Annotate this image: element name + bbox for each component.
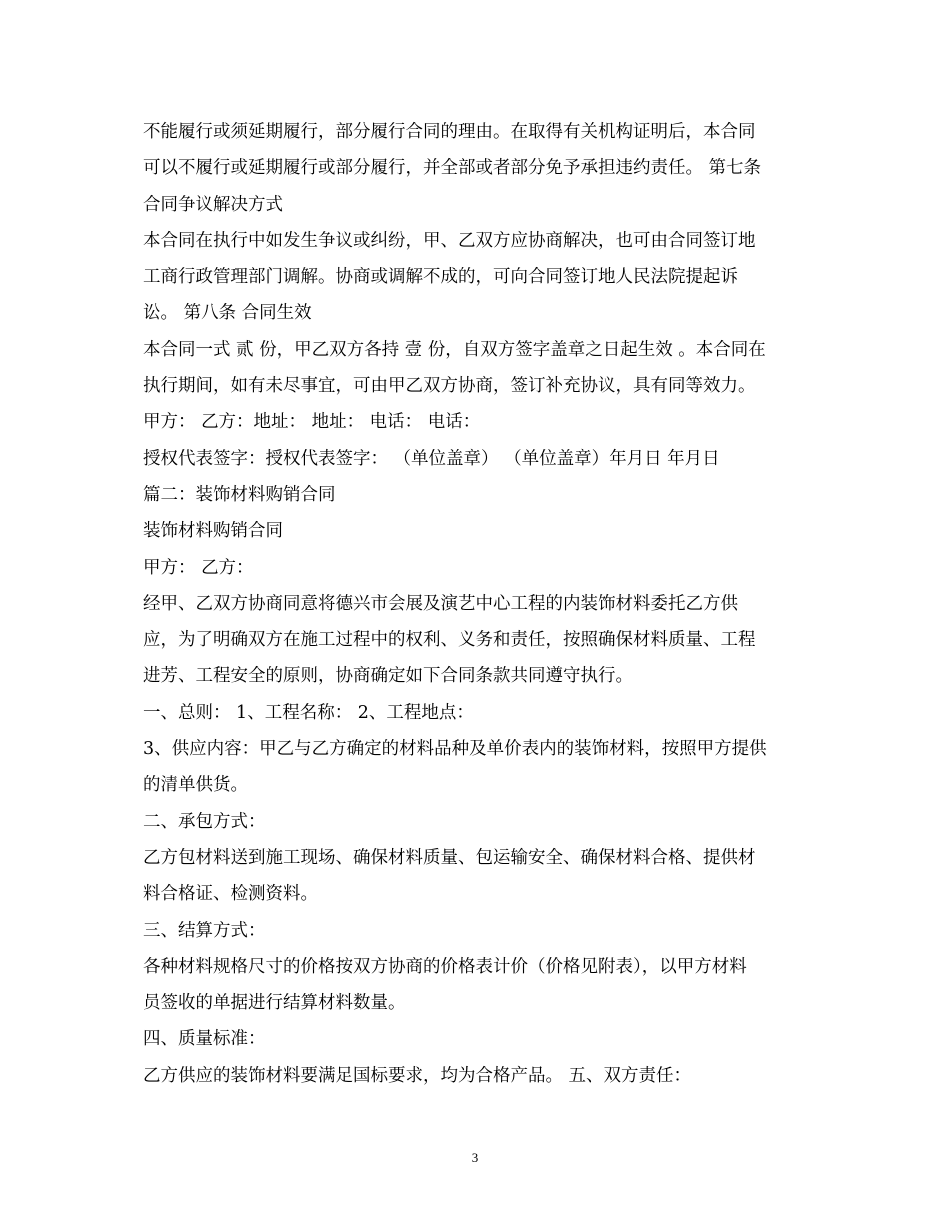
text-line: 经甲、乙双方协商同意将德兴市会展及演艺中心工程的内装饰材料委托乙方供 — [143, 593, 738, 614]
text-line: 甲方： 乙方：地址： 地址： 电话： 电话： — [143, 412, 481, 433]
text-line: 各种材料规格尺寸的价格按双方协商的价格表计价（价格见附表），以甲方材料 — [143, 956, 747, 977]
page-number: 3 — [471, 1150, 479, 1165]
text-line: 料合格证、检测资料。 — [143, 884, 318, 905]
text-line: 不能履行或须延期履行，部分履行合同的理由。在取得有关机构证明后，本合同 — [143, 122, 756, 142]
section-heading: 二、承包方式： — [143, 811, 266, 832]
text-line: 一、总则： 1、工程名称： 2、工程地点： — [143, 702, 474, 723]
text-line: 工商行政管理部门调解。协商或调解不成的，可向合同签订地人民法院提起诉 — [143, 267, 738, 288]
document-body — [143, 114, 818, 1094]
section-heading: 四、质量标准： — [143, 1029, 266, 1050]
text-line: 执行期间，如有未尽事宜，可由甲乙双方协商，签订补充协议，具有同等效力。 — [143, 376, 756, 397]
text-line: 乙方包材料送到施工现场、确保材料质量、包运输安全、确保材料合格、提供材 — [143, 847, 756, 868]
document-title: 装饰材料购销合同 — [143, 521, 283, 542]
text-line: 授权代表签字：授权代表签字： （单位盖章） （单位盖章）年月日 年月日 — [143, 448, 720, 469]
text-line: 的清单供货。 — [143, 775, 248, 796]
section-heading: 三、结算方式： — [143, 920, 266, 941]
text-line: 讼。 第八条 合同生效 — [143, 303, 312, 324]
text-line: 3、供应内容：甲乙与乙方确定的材料品种及单价表内的装饰材料，按照甲方提供 — [143, 739, 767, 760]
text-line: 合同争议解决方式 — [143, 194, 283, 215]
text-line: 本合同在执行中如发生争议或纠纷，甲、乙双方应协商解决，也可由合同签订地 — [143, 230, 756, 251]
text-line: 可以不履行或延期履行或部分履行，并全部或者部分免予承担违约责任。 第七条 — [143, 158, 762, 179]
text-line: 乙方供应的装饰材料要满足国标要求，均为合格产品。 五、双方责任： — [143, 1065, 692, 1086]
text-line: 进芳、工程安全的原则，协商确定如下合同条款共同遵守执行。 — [143, 666, 633, 687]
text-line: 本合同一式 贰 份，甲乙双方各持 壹 份，自双方签字盖章之日起生效 。本合同在 — [143, 339, 766, 360]
section-heading: 篇二：装饰材料购销合同 — [143, 484, 336, 505]
text-line: 甲方： 乙方： — [143, 557, 254, 578]
text-line: 员签收的单据进行结算材料数量。 — [143, 993, 406, 1014]
text-line: 应，为了明确双方在施工过程中的权利、义务和责任，按照确保材料质量、工程 — [143, 630, 756, 651]
